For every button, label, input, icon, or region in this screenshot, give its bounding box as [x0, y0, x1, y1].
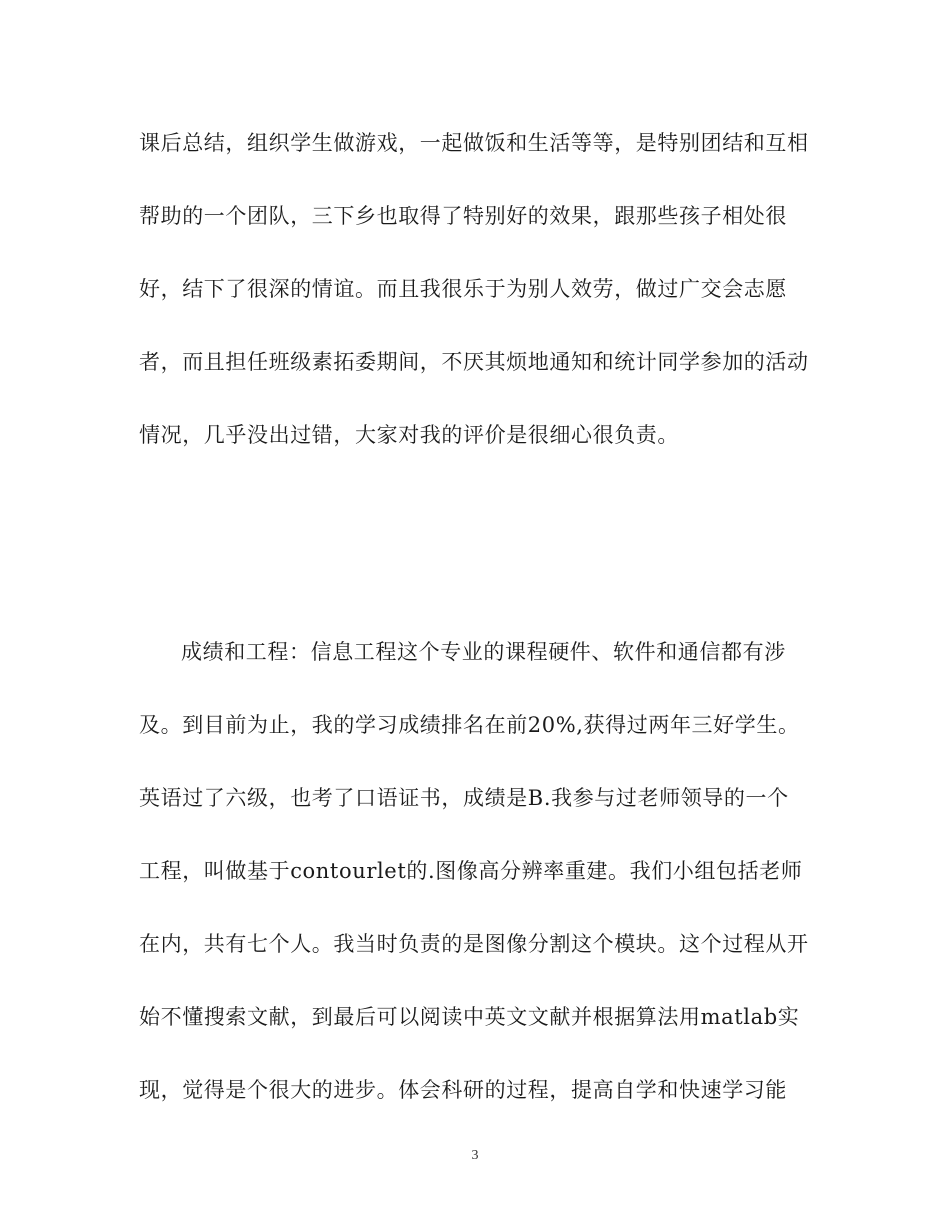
paragraph-2-line-7: 现，觉得是个很大的进步。体会科研的过程，提高自学和快速学习能	[139, 1078, 787, 1102]
paragraph-1-line-1: 课后总结，组织学生做游戏，一起做饭和生活等等，是特别团结和互相	[139, 131, 809, 155]
paragraph-2-line-1: 成绩和工程：信息工程这个专业的课程硬件、软件和通信都有涉	[181, 640, 786, 664]
paragraph-1-line-5: 情况，几乎没出过错，大家对我的评价是很细心很负责。	[139, 423, 679, 447]
paragraph-1-line-2: 帮助的一个团队，三下乡也取得了特别好的效果，跟那些孩子相处很	[139, 204, 787, 228]
paragraph-2-line-6: 始不懂搜索文献，到最后可以阅读中英文文献并根据算法用matlab实	[139, 1005, 800, 1029]
paragraph-2-line-5: 在内，共有七个人。我当时负责的是图像分割这个模块。这个过程从开	[139, 932, 809, 956]
page-number: 3	[471, 1148, 479, 1163]
paragraph-2-line-2: 及。到目前为止，我的学习成绩排名在前20%,获得过两年三好学生。	[139, 713, 800, 737]
paragraph-2-line-4: 工程，叫做基于contourlet的.图像高分辨率重建。我们小组包括老师	[139, 859, 803, 883]
paragraph-2-line-3: 英语过了六级，也考了口语证书，成绩是B.我参与过老师领导的一个	[139, 786, 789, 810]
paragraph-1-line-3: 好，结下了很深的情谊。而且我很乐于为别人效劳，做过广交会志愿	[139, 277, 787, 301]
paragraph-1-line-4: 者，而且担任班级素拓委期间，不厌其烦地通知和统计同学参加的活动	[139, 350, 809, 374]
